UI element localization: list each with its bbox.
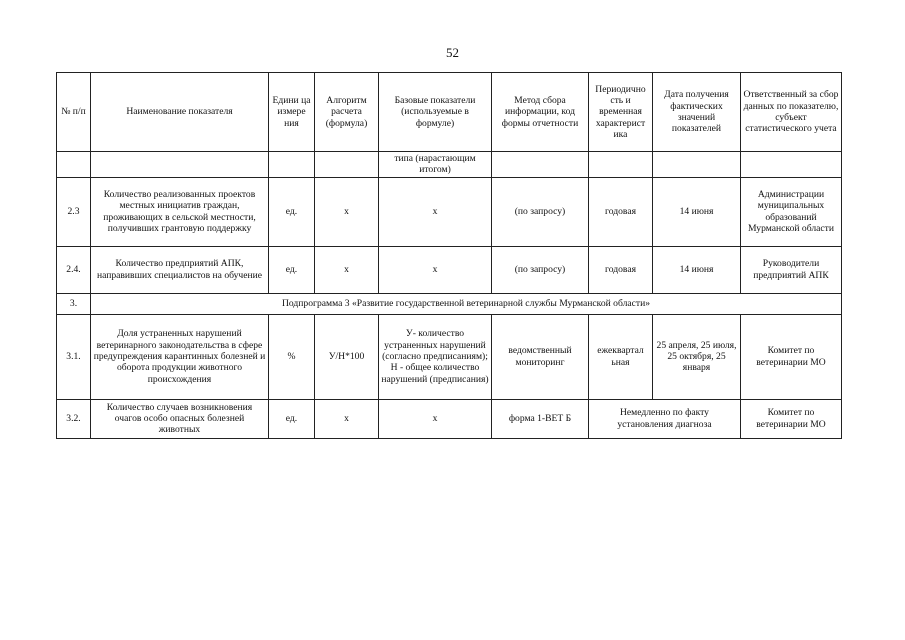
cell-subprogram-title: Подпрограмма 3 «Развитие государственной ветеринарной службы Мурманской области» xyxy=(91,293,842,314)
header-base: Базовые показатели (используемые в формуле) xyxy=(379,73,492,152)
cell-num: 3.2. xyxy=(57,399,91,438)
cell-method: (по запросу) xyxy=(492,177,589,246)
empty-cell xyxy=(269,152,315,178)
cell-method: форма 1-ВЕТ Б xyxy=(492,399,589,438)
cell-base: У- количество устраненных нарушений (согласно предписаниям); Н - общее количество нарушений (предписания) xyxy=(379,314,492,399)
cell-period: годовая xyxy=(589,177,653,246)
header-unit: Едини ца измере ния xyxy=(269,73,315,152)
cell-date: 14 июня xyxy=(653,177,741,246)
cell-responsible: Комитет по ветеринарии МО xyxy=(741,314,842,399)
header-responsible: Ответственный за сбор данных по показателю, субъект статистического учета xyxy=(741,73,842,152)
table-row xyxy=(57,177,842,246)
cell-num: 2.4. xyxy=(57,246,91,293)
indicator-table xyxy=(56,72,842,439)
empty-cell xyxy=(653,152,741,178)
cell-num: 3.1. xyxy=(57,314,91,399)
empty-cell xyxy=(589,152,653,178)
cell-date: 14 июня xyxy=(653,246,741,293)
empty-cell xyxy=(741,152,842,178)
table-row-continuation xyxy=(57,152,842,178)
page-number: 52 xyxy=(446,45,459,60)
empty-cell xyxy=(492,152,589,178)
table-row xyxy=(57,399,842,438)
cell-period-date: Немедленно по факту установления диагноза xyxy=(589,399,741,438)
cell-unit: ед. xyxy=(269,399,315,438)
cell-responsible: Администрации муниципальных образований Мурманской области xyxy=(741,177,842,246)
cell-algorithm: У/Н*100 xyxy=(315,314,379,399)
cell-unit: ед. xyxy=(269,177,315,246)
header-algorithm: Алгоритм расчета (формула) xyxy=(315,73,379,152)
cell-algorithm: х xyxy=(315,177,379,246)
cell-date: 25 апреля, 25 июля, 25 октября, 25 января xyxy=(653,314,741,399)
cell-method: (по запросу) xyxy=(492,246,589,293)
empty-cell xyxy=(91,152,269,178)
header-num: № п/п xyxy=(57,73,91,152)
cell-unit: % xyxy=(269,314,315,399)
cell-base: х xyxy=(379,177,492,246)
header-method: Метод сбора информации, код формы отчетности xyxy=(492,73,589,152)
cell-base: х xyxy=(379,246,492,293)
cell-name: Количество случаев возникновения очагов особо опасных болезней животных xyxy=(91,399,269,438)
empty-cell xyxy=(57,152,91,178)
table-header-row xyxy=(57,73,842,152)
cell-responsible: Руководители предприятий АПК xyxy=(741,246,842,293)
empty-cell xyxy=(315,152,379,178)
table-row xyxy=(57,246,842,293)
cell-algorithm: х xyxy=(315,246,379,293)
cell-unit: ед. xyxy=(269,246,315,293)
table-row-subprogram xyxy=(57,293,842,314)
cell-algorithm: х xyxy=(315,399,379,438)
cell-responsible: Комитет по ветеринарии МО xyxy=(741,399,842,438)
cell-name: Доля устраненных нарушений ветеринарного законодательства в сфере предупреждения карантинных болезней и оборота продукции животного происхождения xyxy=(91,314,269,399)
table-row xyxy=(57,314,842,399)
cell-period: годовая xyxy=(589,246,653,293)
cell-base: типа (нарастающим итогом) xyxy=(379,152,492,178)
cell-name: Количество предприятий АПК, направивших специалистов на обучение xyxy=(91,246,269,293)
cell-name: Количество реализованных проектов местных инициатив граждан, проживающих в сельской местности, получивших грантовую поддержку xyxy=(91,177,269,246)
cell-period: ежеквартал ьная xyxy=(589,314,653,399)
header-date: Дата получения фактических значений показателей xyxy=(653,73,741,152)
cell-base: х xyxy=(379,399,492,438)
header-name: Наименование показателя xyxy=(91,73,269,152)
header-period: Периодично сть и временная характерист ика xyxy=(589,73,653,152)
cell-num: 2.3 xyxy=(57,177,91,246)
cell-method: ведомственный мониторинг xyxy=(492,314,589,399)
cell-num: 3. xyxy=(57,293,91,314)
